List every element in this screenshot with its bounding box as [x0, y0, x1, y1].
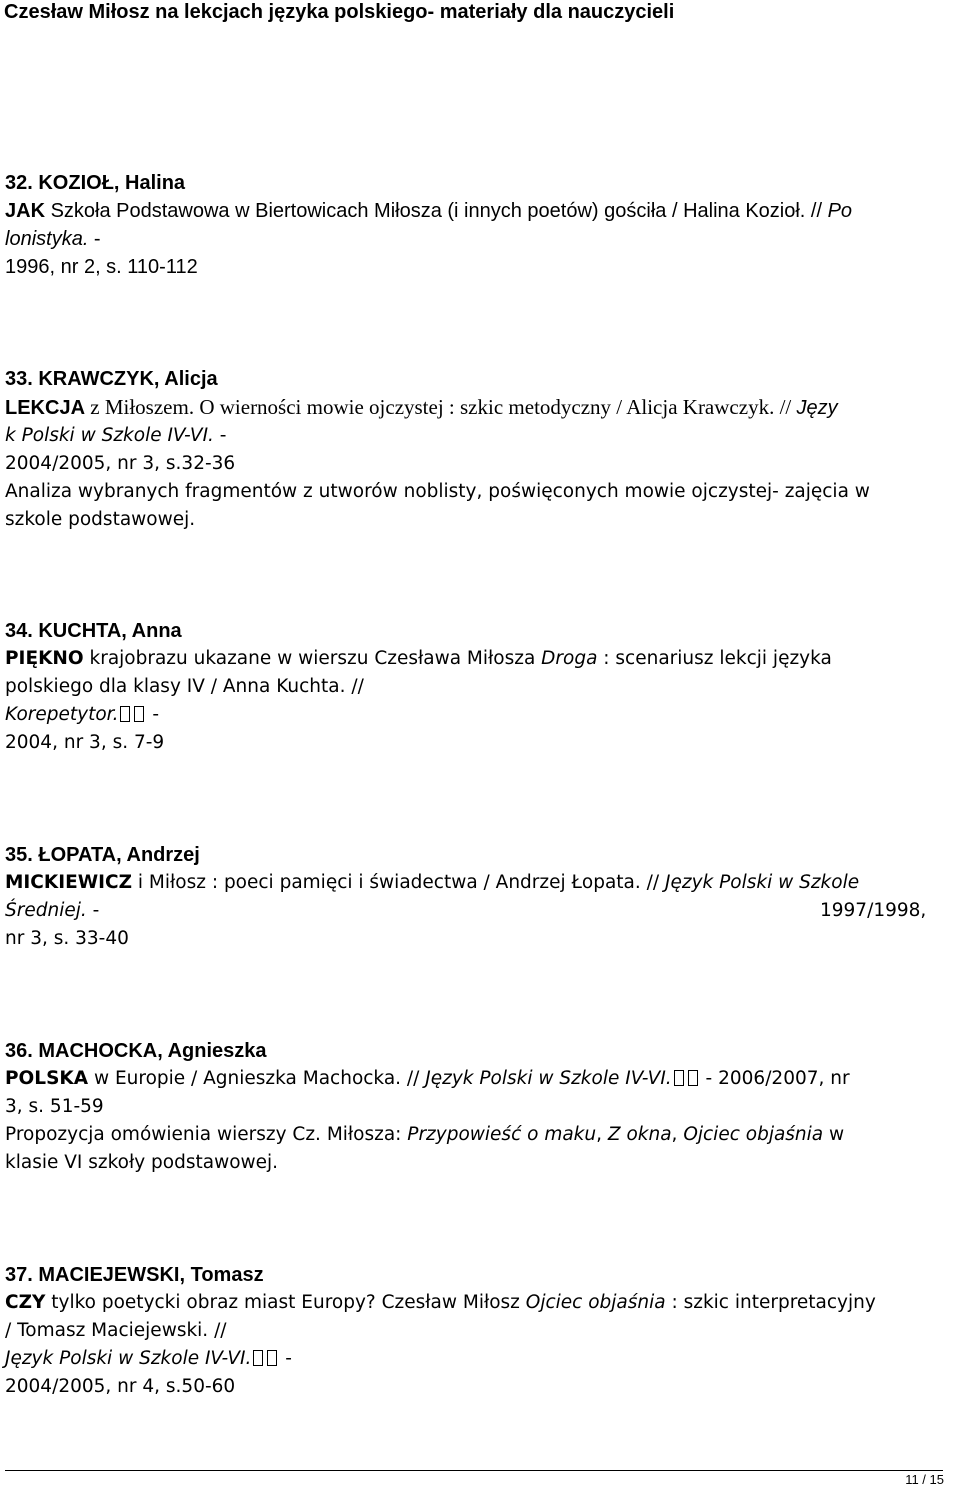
entry-text: Szkoła Podstawowa w Biertowicach Miłosza (i innych poetów) gościła / Halina Kozioł. //	[45, 200, 828, 222]
entry-keyword: MICKIEWICZ	[5, 872, 133, 893]
missing-glyph-icon	[120, 706, 130, 722]
bibliography-entry-35	[5, 841, 937, 953]
journal-title: k Polski w Szkole IV-VI.	[5, 425, 214, 446]
journal-title: lonistyka.	[5, 228, 89, 250]
entry-text: w Europie / Agnieszka Machocka. //	[88, 1068, 426, 1089]
entry-citation: 2004/2005, nr 3, s.32-36	[5, 453, 236, 474]
bibliography-entry-36	[5, 1037, 937, 1177]
entry-text: z Miłoszem. O wierności mowie ojczystej : szkic metodyczny / Alicja Krawczyk. //	[85, 395, 797, 419]
entry-text: - 2006/2007, nr	[699, 1068, 850, 1089]
entry-citation: nr 3, s. 33-40	[5, 928, 129, 949]
entry-title: 32. KOZIOŁ, Halina	[5, 172, 186, 194]
poem-title: Z okna	[607, 1124, 672, 1145]
footer-rule	[5, 1470, 943, 1471]
journal-title: Średniej.	[5, 900, 87, 921]
entry-citation: 2004/2005, nr 4, s.50-60	[5, 1376, 236, 1397]
entry-title: 34. KUCHTA, Anna	[5, 620, 182, 642]
entry-text: -	[88, 228, 101, 250]
entry-keyword: CZY	[5, 1292, 46, 1313]
entry-title: 37. MACIEJEWSKI, Tomasz	[5, 1264, 264, 1286]
poem-title: Przypowieść o maku	[407, 1124, 597, 1145]
journal-title: Język Polski w Szkole IV-VI.	[5, 1348, 252, 1369]
entry-annotation: szkole podstawowej.	[5, 509, 196, 530]
entry-text: : szkic interpretacyjny	[665, 1292, 876, 1313]
entry-text: : scenariusz lekcji języka	[597, 648, 832, 669]
poem-title: Ojciec objaśnia	[683, 1124, 824, 1145]
entry-keyword: POLSKA	[5, 1068, 89, 1089]
entry-annotation: Analiza wybranych fragmentów z utworów noblisty, poświęconych mowie ojczystej- zajęcia w	[5, 481, 870, 502]
entry-citation: 3, s. 51-59	[5, 1096, 104, 1117]
bibliography-entry-32	[5, 169, 937, 281]
entry-text: i Miłosz : poeci pamięci i świadectwa / Andrzej Łopata. //	[132, 872, 666, 893]
poem-title: Droga	[541, 648, 598, 669]
entry-annotation: w	[823, 1124, 845, 1145]
entry-text: -	[213, 425, 227, 446]
entry-keyword: PIĘKNO	[5, 648, 84, 669]
journal-title: Język Polski w Szkole IV-VI.	[425, 1068, 672, 1089]
entry-title: 36. MACHOCKA, Agnieszka	[5, 1040, 267, 1062]
entry-text: -	[146, 704, 160, 725]
journal-title: Korepetytor.	[5, 704, 119, 725]
entry-text: -	[279, 1348, 292, 1369]
entry-text: -	[86, 900, 100, 921]
entry-citation: 1996, nr 2, s. 110-112	[5, 256, 198, 278]
entry-citation: 2004, nr 3, s. 7-9	[5, 732, 165, 753]
separator: ,	[596, 1124, 608, 1145]
poem-title: Ojciec objaśnia	[525, 1292, 666, 1313]
entry-text: polskiego dla klasy IV / Anna Kuchta. //	[5, 676, 364, 697]
journal-title: Język Polski w Szkole	[665, 872, 860, 893]
entry-title: 33. KRAWCZYK, Alicja	[5, 368, 218, 390]
separator: ,	[671, 1124, 684, 1145]
journal-title: Języ	[796, 397, 838, 419]
missing-glyph-icon	[253, 1350, 263, 1366]
entry-text: tylko poetycki obraz miast Europy? Czesław Miłosz	[45, 1292, 526, 1313]
bibliography-entry-33	[5, 365, 937, 534]
missing-glyph-icon	[688, 1070, 698, 1086]
missing-glyph-icon	[134, 706, 144, 722]
missing-glyph-icon	[674, 1070, 684, 1086]
entry-title: 35. ŁOPATA, Andrzej	[5, 844, 200, 866]
entry-annotation: Propozycja omówienia wierszy Cz. Miłosza:	[5, 1124, 408, 1145]
bibliography-entry-34	[5, 617, 937, 757]
entry-keyword: JAK	[5, 200, 46, 222]
entry-text: / Tomasz Maciejewski. //	[5, 1320, 227, 1341]
entry-text: krajobrazu ukazane w wierszu Czesława Miłosza	[83, 648, 542, 669]
bibliography-entry-37	[5, 1261, 937, 1401]
entry-keyword: LEKCJA	[5, 397, 86, 419]
entry-annotation: klasie VI szkoły podstawowej.	[5, 1152, 279, 1173]
page-number: 11 / 15	[905, 1472, 944, 1487]
entry-year: 1997/1998,	[820, 900, 927, 921]
page-header-title: Czesław Miłosz na lekcjach języka polskiego- materiały dla nauczycieli	[4, 1, 675, 23]
journal-title: Po	[827, 200, 853, 222]
missing-glyph-icon	[267, 1350, 277, 1366]
